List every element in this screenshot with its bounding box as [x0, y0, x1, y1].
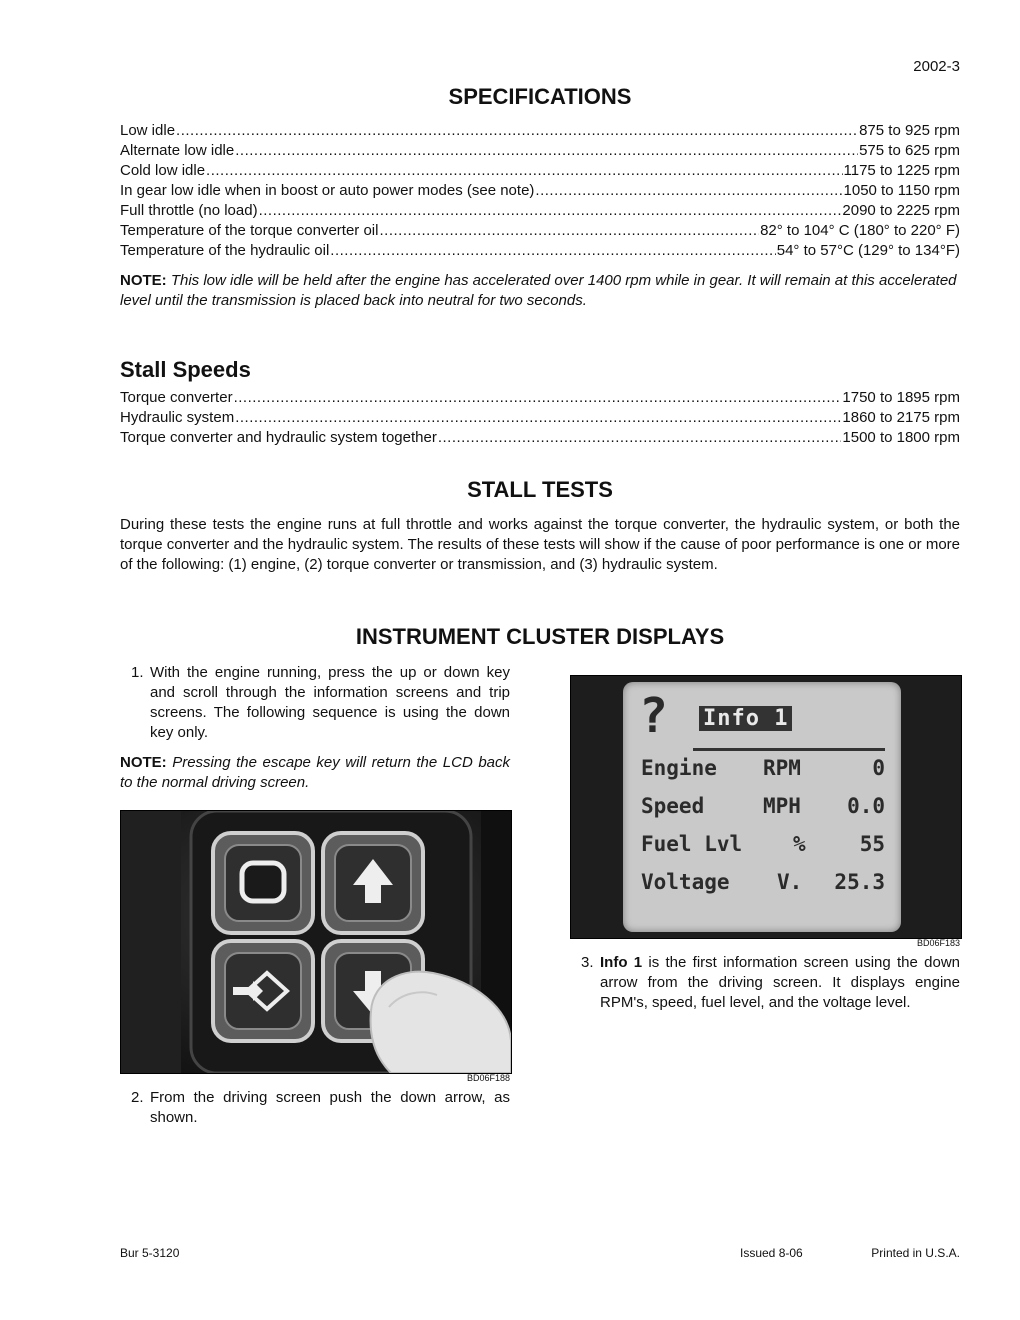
spec-label: Alternate low idle [120, 142, 235, 159]
spec-value: 1860 to 2175 rpm [842, 409, 960, 426]
lcd-value: 55 [859, 832, 885, 856]
lcd-label: Fuel Lvl [641, 832, 743, 856]
spec-label: Temperature of the hydraulic oil [120, 242, 330, 259]
lcd-unit: MPH [763, 794, 801, 818]
lcd-photo [570, 675, 962, 939]
spec-label: Cold low idle [120, 162, 206, 179]
footer-issued: Issued 8-06 [740, 1246, 803, 1260]
spec-row [120, 141, 960, 161]
footer-doc-id: Bur 5-3120 [120, 1246, 180, 1260]
spec-row [120, 241, 960, 261]
stall-tests-heading: STALL TESTS [467, 477, 613, 502]
escape-key-icon [213, 833, 313, 933]
step-number: 2. [131, 1089, 144, 1106]
lcd-unit: V. [777, 870, 803, 894]
specifications-note [120, 271, 960, 311]
spec-label: Low idle [120, 122, 176, 139]
spec-value: 1500 to 1800 rpm [842, 429, 960, 446]
instrument-note [120, 753, 510, 793]
stall-speeds-heading: Stall Speeds [120, 357, 251, 382]
spec-row [120, 121, 960, 141]
footer-printed: Printed in U.S.A. [871, 1246, 960, 1260]
leader-dots [330, 241, 775, 261]
spec-value: 1750 to 1895 rpm [842, 389, 960, 406]
leader-dots [259, 201, 842, 221]
leader-dots [176, 121, 858, 141]
lcd-label: Engine [641, 756, 717, 780]
keypad-illustration [121, 811, 511, 1073]
spec-row [120, 408, 960, 428]
lcd-screen [623, 682, 901, 932]
spec-row [120, 428, 960, 448]
spec-label: Torque converter and hydraulic system together [120, 429, 437, 446]
note-text: Pressing the escape key will return the LCD back to the normal driving screen. [120, 754, 510, 791]
lcd-value: 25.3 [834, 870, 885, 894]
leader-dots [235, 408, 841, 428]
step-text [600, 953, 960, 1013]
spec-value: 2090 to 2225 rpm [842, 202, 960, 219]
note-label: NOTE: [120, 754, 167, 771]
step-text: From the driving screen push the down arrow, as shown. [150, 1089, 510, 1126]
note-text: This low idle will be held after the engine has accelerated over 1400 rpm while in gear. It will remain at this accelerated level until the transmission is placed back into neutral for two seconds. [120, 272, 957, 309]
leader-dots [438, 428, 842, 448]
lcd-label: Speed [641, 794, 705, 818]
up-arrow-key-icon [323, 833, 423, 933]
page-number: 2002-3 [913, 58, 960, 75]
spec-value: 82° to 104° C (180° to 220° F) [760, 222, 960, 239]
enter-key-icon [213, 941, 313, 1041]
leader-dots [234, 388, 842, 408]
lcd-label: Voltage [641, 870, 730, 894]
spec-label: Full throttle (no load) [120, 202, 258, 219]
step-2 [120, 1088, 510, 1128]
spec-row [120, 181, 960, 201]
specifications-heading: SPECIFICATIONS [448, 84, 632, 109]
lcd-title: Info 1 [699, 706, 792, 731]
spec-row [120, 161, 960, 181]
spec-row [120, 221, 960, 241]
spec-value: 1175 to 1225 rpm [843, 162, 960, 179]
spec-row [120, 201, 960, 221]
leader-dots [535, 181, 842, 201]
leader-dots [235, 141, 858, 161]
question-mark-icon: ? [639, 688, 668, 744]
lcd-unit: % [793, 832, 806, 856]
spec-label: Temperature of the torque converter oil [120, 222, 379, 239]
specifications-list [120, 121, 960, 261]
spec-label: Torque converter [120, 389, 233, 406]
spec-value: 54° to 57°C (129° to 134°F) [776, 242, 960, 259]
step-1 [120, 663, 510, 743]
leader-dots [379, 221, 759, 241]
lcd-unit: RPM [763, 756, 801, 780]
figure-caption: BD06F183 [916, 938, 960, 948]
step-number: 3. [581, 954, 594, 971]
spec-value: 1050 to 1150 rpm [843, 182, 960, 199]
step-number: 1. [131, 664, 144, 681]
figure-caption: BD06F188 [466, 1073, 510, 1083]
step-emphasis: Info 1 [600, 954, 643, 971]
stall-tests-body: During these tests the engine runs at full throttle and works against the torque converter, the hydraulic system, or both the torque converter and the hydraulic system. The results of these tests will show if the cause of poor performance is one or more of the following: (1) engine, (2) torque converter or transmission, and (3) hydraulic system. [120, 516, 960, 573]
step-text: With the engine running, press the up or down key and scroll through the information screens and trip screens. The following sequence is using the down key only. [150, 664, 510, 741]
spec-label: Hydraulic system [120, 409, 235, 426]
keypad-photo [120, 810, 512, 1074]
leader-dots [206, 161, 842, 181]
lcd-divider [693, 748, 885, 751]
stall-speeds-list [120, 388, 960, 448]
step-body: is the first information screen using the down arrow from the driving screen. It displays engine RPM's, speed, fuel level, and the voltage level. [600, 954, 961, 1011]
step-3 [570, 953, 960, 1013]
spec-value: 875 to 925 rpm [859, 122, 960, 139]
lcd-value: 0 [872, 756, 885, 780]
spec-label: In gear low idle when in boost or auto power modes (see note) [120, 182, 535, 199]
spec-row [120, 388, 960, 408]
lcd-value: 0.0 [847, 794, 885, 818]
instrument-cluster-heading: INSTRUMENT CLUSTER DISPLAYS [355, 624, 725, 649]
note-label: NOTE: [120, 272, 167, 289]
spec-value: 575 to 625 rpm [859, 142, 960, 159]
